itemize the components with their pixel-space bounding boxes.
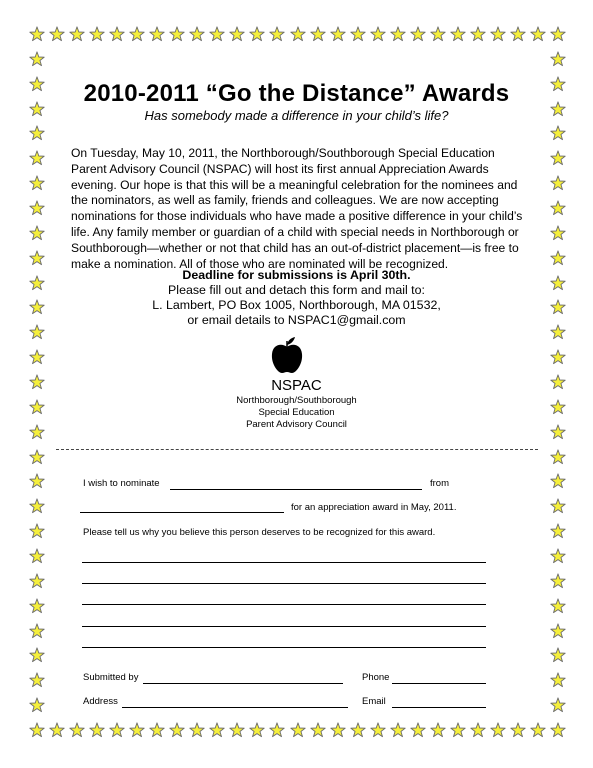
star-icon	[129, 722, 145, 738]
nominate-label: I wish to nominate	[83, 478, 160, 489]
star-icon	[209, 26, 225, 42]
star-icon	[550, 548, 566, 564]
star-icon	[510, 26, 526, 42]
intro-line: nominations for those individuals who have made a positive difference in your child’s	[71, 209, 523, 224]
star-icon	[29, 125, 45, 141]
star-icon	[249, 26, 265, 42]
star-icon	[370, 26, 386, 42]
star-icon	[550, 26, 566, 42]
star-icon	[550, 175, 566, 191]
star-icon	[550, 722, 566, 738]
star-icon	[169, 26, 185, 42]
star-icon	[550, 200, 566, 216]
star-icon	[550, 647, 566, 663]
star-icon	[89, 26, 105, 42]
star-icon	[109, 722, 125, 738]
star-icon	[470, 722, 486, 738]
from-label: from	[430, 478, 449, 489]
star-icon	[29, 26, 45, 42]
star-icon	[169, 722, 185, 738]
detach-line	[56, 449, 538, 450]
star-icon	[29, 250, 45, 266]
star-icon	[430, 26, 446, 42]
star-icon	[249, 722, 265, 738]
star-icon	[550, 349, 566, 365]
award-label: for an appreciation award in May, 2011.	[291, 502, 457, 513]
star-icon	[129, 26, 145, 42]
star-icon	[29, 498, 45, 514]
star-icon	[330, 722, 346, 738]
star-icon	[290, 722, 306, 738]
star-icon	[450, 722, 466, 738]
star-icon	[550, 225, 566, 241]
star-icon	[69, 722, 85, 738]
star-icon	[510, 722, 526, 738]
address-label: Address	[83, 696, 118, 707]
submitted-by-field[interactable]	[143, 683, 343, 684]
org-line: Parent Advisory Council	[246, 419, 347, 430]
star-icon	[350, 722, 366, 738]
intro-line: life. Any family member or guardian of a child with special needs in Northborough or	[71, 224, 519, 239]
page-subtitle: Has somebody made a difference in your child’s life?	[144, 108, 449, 123]
star-icon	[29, 697, 45, 713]
star-icon	[29, 225, 45, 241]
star-icon	[370, 722, 386, 738]
star-icon	[350, 26, 366, 42]
star-icon	[550, 449, 566, 465]
star-icon	[209, 722, 225, 738]
star-icon	[29, 349, 45, 365]
mail-address: L. Lambert, PO Box 1005, Northborough, MA 01532,	[152, 298, 441, 312]
star-icon	[310, 26, 326, 42]
org-name: NSPAC	[271, 377, 322, 394]
nominee-from-field[interactable]	[80, 512, 284, 513]
star-icon	[490, 722, 506, 738]
star-icon	[310, 722, 326, 738]
intro-line: Parent Advisory Council (NSPAC) will host its first annual Appreciation Awards	[71, 161, 489, 176]
star-icon	[550, 598, 566, 614]
intro-line: evening. Our hope is that this will be a meaningful celebration for the nominees and	[71, 177, 518, 192]
star-icon	[29, 449, 45, 465]
star-icon	[149, 26, 165, 42]
star-icon	[29, 722, 45, 738]
phone-label: Phone	[362, 672, 390, 683]
star-icon	[29, 175, 45, 191]
star-icon	[330, 26, 346, 42]
star-icon	[550, 672, 566, 688]
star-icon	[29, 523, 45, 539]
email-field[interactable]	[392, 707, 486, 708]
star-icon	[490, 26, 506, 42]
star-icon	[550, 250, 566, 266]
intro-line: Southborough—whether or not that child has an out-of-district placement—is free to	[71, 240, 519, 255]
reason-field-line[interactable]	[82, 583, 486, 584]
star-icon	[29, 150, 45, 166]
star-icon	[530, 722, 546, 738]
intro-line: On Tuesday, May 10, 2011, the Northborough/Southborough Special Education	[71, 146, 495, 160]
star-icon	[189, 722, 205, 738]
star-icon	[89, 722, 105, 738]
reason-prompt: Please tell us why you believe this person deserves to be recognized for this award.	[83, 527, 436, 538]
star-icon	[530, 26, 546, 42]
star-icon	[29, 623, 45, 639]
star-icon	[69, 26, 85, 42]
org-line: Special Education	[258, 407, 335, 418]
star-icon	[550, 498, 566, 514]
star-icon	[470, 26, 486, 42]
star-icon	[550, 697, 566, 713]
star-icon	[290, 26, 306, 42]
star-icon	[189, 26, 205, 42]
star-icon	[49, 722, 65, 738]
star-icon	[29, 548, 45, 564]
star-icon	[550, 150, 566, 166]
email-label: Email	[362, 696, 386, 707]
star-icon	[550, 125, 566, 141]
star-icon	[149, 722, 165, 738]
star-icon	[410, 722, 426, 738]
phone-field[interactable]	[392, 683, 486, 684]
star-icon	[29, 200, 45, 216]
star-icon	[29, 51, 45, 67]
star-icon	[430, 722, 446, 738]
intro-line: the nominators, as well as family, friends and colleagues. We are now accepting	[71, 193, 499, 208]
star-icon	[550, 623, 566, 639]
star-icon	[29, 598, 45, 614]
star-icon	[390, 26, 406, 42]
reason-field-line[interactable]	[82, 626, 486, 627]
star-icon	[269, 26, 285, 42]
star-icon	[390, 722, 406, 738]
submitted-by-label: Submitted by	[83, 672, 139, 683]
email-instruction: or email details to NSPAC1@gmail.com	[187, 313, 406, 327]
reason-field-line[interactable]	[82, 604, 486, 605]
address-field[interactable]	[122, 707, 348, 708]
star-icon	[29, 672, 45, 688]
star-icon	[550, 473, 566, 489]
org-line: Northborough/Southborough	[236, 395, 357, 406]
deadline-text: Deadline for submissions is April 30th.	[182, 268, 411, 282]
star-icon	[229, 722, 245, 738]
intro-paragraph	[71, 146, 529, 272]
star-icon	[49, 26, 65, 42]
nominee-name-field[interactable]	[170, 489, 422, 490]
star-icon	[29, 573, 45, 589]
star-icon	[550, 523, 566, 539]
reason-field-line[interactable]	[82, 562, 486, 563]
mail-instruction: Please fill out and detach this form and mail to:	[168, 283, 425, 297]
reason-field-line[interactable]	[82, 647, 486, 648]
star-icon	[29, 473, 45, 489]
intro-line: make a nomination. All of those who are nominated will be recognized.	[71, 256, 449, 271]
star-icon	[29, 647, 45, 663]
star-icon	[550, 573, 566, 589]
star-icon	[410, 26, 426, 42]
star-icon	[269, 722, 285, 738]
star-icon	[450, 26, 466, 42]
page-title: 2010-2011 “Go the Distance” Awards	[83, 80, 510, 107]
star-icon	[109, 26, 125, 42]
star-icon	[229, 26, 245, 42]
star-icon	[550, 51, 566, 67]
apple-icon	[270, 336, 304, 374]
